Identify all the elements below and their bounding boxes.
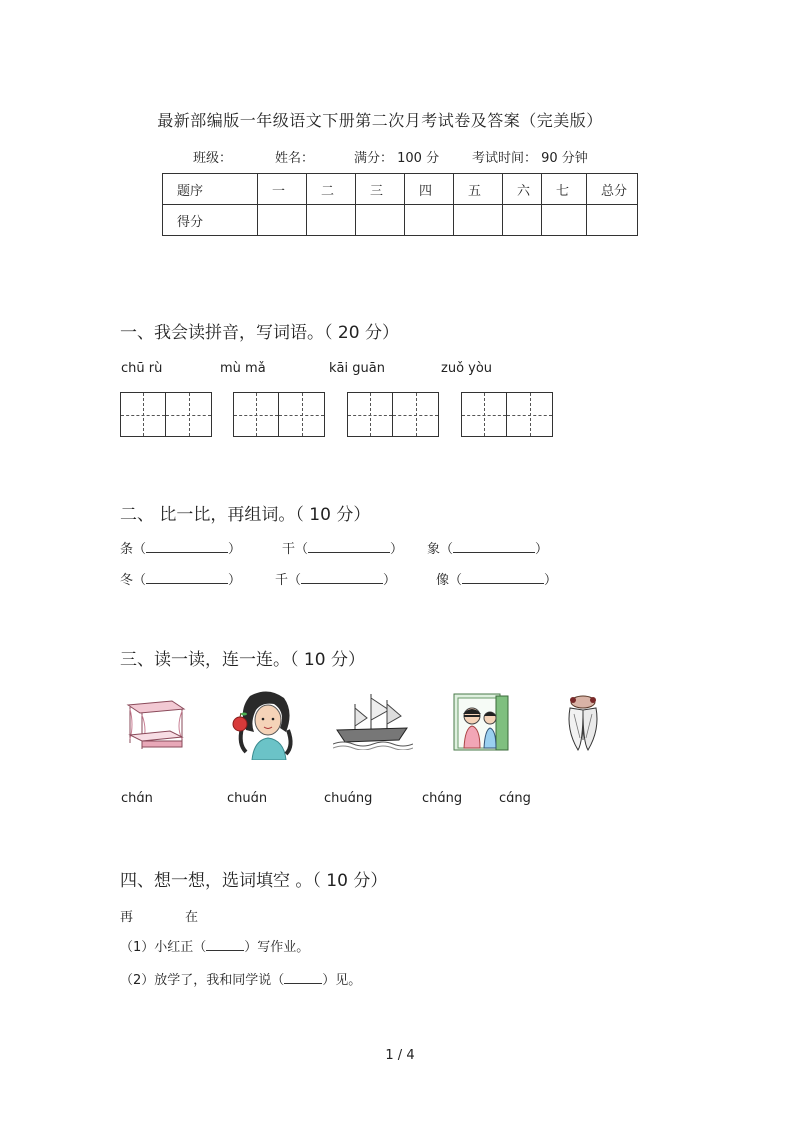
question-2 [120, 969, 361, 988]
answer-blank[interactable] [206, 938, 244, 951]
score-cell[interactable] [258, 205, 307, 236]
writing-cell[interactable] [462, 393, 507, 436]
compare-item [282, 538, 403, 557]
writing-cell[interactable] [507, 393, 552, 436]
question-text: （2）放学了，我和同学说（ [120, 973, 285, 988]
writing-grid[interactable] [233, 392, 325, 437]
document-title: 最新部编版一年级语文下册第二次月考试卷及答案（完美版） [157, 111, 603, 130]
compare-close: ） [535, 542, 549, 557]
pinyin-option[interactable]: chuɑ́n [227, 791, 268, 806]
writing-cell[interactable] [393, 393, 438, 436]
question-text: （1）小红正（ [120, 940, 207, 955]
answer-blank[interactable] [462, 571, 544, 584]
table-cell: 七 [542, 174, 587, 205]
table-cell: 三 [356, 174, 405, 205]
compare-item [275, 569, 396, 588]
answer-blank[interactable] [301, 571, 383, 584]
score-cell[interactable] [503, 205, 542, 236]
ship-icon[interactable] [333, 690, 413, 750]
compare-close: ） [228, 542, 242, 557]
class-label: 班级： [193, 151, 233, 166]
writing-cell[interactable] [279, 393, 324, 436]
table-cell: 六 [503, 174, 542, 205]
bed-icon[interactable] [120, 695, 190, 755]
compare-close: ） [228, 573, 242, 588]
compare-item [120, 569, 241, 588]
compare-item [120, 538, 241, 557]
question-1 [120, 936, 309, 955]
pinyin-label: zuǒ yòu [441, 361, 493, 376]
compare-char: 像（ [436, 573, 463, 588]
section3-heading: 三、读一读，连一连。（ 10 分） [120, 650, 365, 670]
score-cell[interactable] [587, 205, 638, 236]
pinyin-option[interactable]: chɑ́ng [422, 791, 463, 806]
table-cell: 题序 [163, 174, 258, 205]
answer-blank[interactable] [146, 571, 228, 584]
compare-close: ） [390, 542, 404, 557]
score-table-row [163, 205, 638, 236]
section4-heading: 四、想一想，选词填空 。（ 10 分） [120, 871, 388, 891]
score-cell[interactable] [307, 205, 356, 236]
page-number: 1 / 4 [385, 1048, 415, 1063]
table-cell: 一 [258, 174, 307, 205]
compare-char: 千（ [275, 573, 302, 588]
pinyin-label: chū rù [121, 361, 163, 376]
score-cell[interactable] [542, 205, 587, 236]
question-text: ）见。 [322, 973, 362, 988]
full-score: 满分： 100 分 [354, 151, 440, 166]
section1-heading: 一、我会读拼音，写词语。（ 20 分） [120, 323, 399, 343]
writing-grid[interactable] [120, 392, 212, 437]
writing-cell[interactable] [166, 393, 211, 436]
answer-blank[interactable] [146, 540, 228, 553]
compare-item [436, 569, 557, 588]
name-label: 姓名： [275, 151, 315, 166]
girl-with-apple-icon[interactable] [228, 688, 298, 760]
pinyin-option[interactable]: chuɑ́ng [324, 791, 373, 806]
answer-blank[interactable] [284, 971, 322, 984]
score-cell[interactable] [405, 205, 454, 236]
answer-blank[interactable] [308, 540, 390, 553]
table-cell: 得分 [163, 205, 258, 236]
exam-time: 考试时间： 90 分钟 [472, 151, 588, 166]
answer-blank[interactable] [453, 540, 535, 553]
pinyin-label: mù mǎ [220, 361, 266, 376]
compare-char: 象（ [427, 542, 454, 557]
compare-char: 冬（ [120, 573, 147, 588]
pinyin-option[interactable]: cɑ́ng [499, 791, 531, 806]
compare-close: ） [383, 573, 397, 588]
writing-cell[interactable] [348, 393, 393, 436]
compare-char: 条（ [120, 542, 147, 557]
compare-close: ） [544, 573, 558, 588]
pinyin-option[interactable]: chɑ́n [121, 791, 153, 806]
table-cell: 四 [405, 174, 454, 205]
score-table-header-row [163, 174, 638, 205]
window-children-icon[interactable] [452, 692, 512, 752]
word-choice: 在 [185, 910, 199, 925]
writing-cell[interactable] [121, 393, 166, 436]
compare-item [427, 538, 548, 557]
score-cell[interactable] [356, 205, 405, 236]
writing-cell[interactable] [234, 393, 279, 436]
pinyin-label: kāi guān [329, 361, 385, 376]
writing-grid[interactable] [347, 392, 439, 437]
cicada-icon[interactable] [558, 690, 608, 754]
question-text: ）写作业。 [244, 940, 310, 955]
section2-heading: 二、 比一比，再组词。（ 10 分） [120, 505, 371, 525]
word-choice: 再 [120, 910, 134, 925]
table-cell: 二 [307, 174, 356, 205]
score-cell[interactable] [454, 205, 503, 236]
compare-char: 干（ [282, 542, 309, 557]
score-table [162, 173, 638, 236]
writing-grid[interactable] [461, 392, 553, 437]
table-cell: 五 [454, 174, 503, 205]
table-cell: 总分 [587, 174, 638, 205]
